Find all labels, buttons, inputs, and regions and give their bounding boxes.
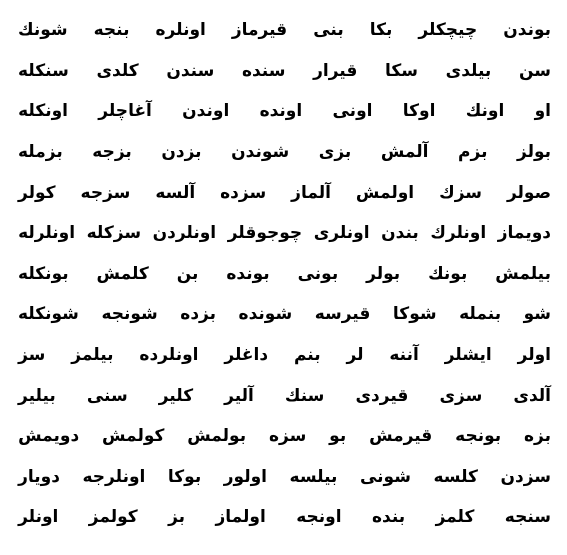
word: سکا [385,60,419,81]
word: شونی [359,466,411,487]
word: آغاچلر [98,101,152,122]
word: اونی [332,101,373,122]
word: اوکا [402,101,436,122]
word: اولمش [355,182,415,203]
text-line [18,10,551,51]
word: شونده [238,304,293,325]
word: سزه [268,426,307,447]
word: بزمله [18,142,63,163]
word: آلسه [155,182,196,203]
word: شونك [18,20,68,41]
word: اونك [465,101,505,122]
word: دویماز [497,223,551,244]
word: بولمش [187,426,247,447]
word: اونکله [18,101,69,122]
word: او [534,101,551,122]
word: اولر [517,345,551,366]
word: بندن [381,223,419,244]
word: چوجوقلر [227,223,303,244]
word: اونلرده [139,345,199,366]
word: ایشلر [444,345,492,366]
word: اونلرجه [82,466,146,487]
word: آلدی [513,385,551,406]
word: اولور [223,466,267,487]
word: شو [523,304,551,325]
word: بنجه [93,20,130,41]
text-line [18,416,551,457]
word: بو [329,426,347,447]
text-line [18,172,551,213]
word: اونلرله [18,223,76,244]
word: بیلسه [289,466,338,487]
word: بولز [517,142,551,163]
word: بیلمش [495,263,551,284]
word: کولمز [88,507,138,528]
word: سنکله [18,60,69,81]
word: اونده [259,101,303,122]
word: بن [176,263,199,284]
word-list [18,10,551,538]
word: بزده [180,304,217,325]
word: بوکا [167,466,202,487]
text-line [18,335,551,376]
word: بولر [366,263,401,284]
word: دویار [18,466,60,487]
word: سنك [284,385,325,406]
word: بزم [458,142,488,163]
word: کلیر [158,385,194,406]
word: اونلرك [430,223,487,244]
word: بونجه [455,426,502,447]
word: دویمش [18,426,80,447]
word: بکا [369,20,393,41]
word: اونلردن [152,223,217,244]
word: اوندن [182,101,230,122]
word: بونك [428,263,468,284]
word: آلیر [224,385,254,406]
word: بز [168,507,186,528]
word: سزك [439,182,482,203]
text-line [18,91,551,132]
word: سندن [166,60,215,81]
word: سزدن [500,466,551,487]
word: شونجه [101,304,158,325]
word: سنی [86,385,128,406]
word: صولر [506,182,551,203]
word: بیلدی [445,60,492,81]
word: بزی [318,142,352,163]
word: لر [346,345,364,366]
word: اونلری [313,223,370,244]
word: سنده [241,60,286,81]
word: قیرار [313,60,358,81]
word: آلماز [291,182,331,203]
word: بنی [313,20,344,41]
word: آننه [389,345,419,366]
word: بنم [293,345,321,366]
word: سن [518,60,551,81]
word: کلسه [433,466,478,487]
word: آلمش [380,142,429,163]
word: سزی [439,385,483,406]
word: قیرسه [314,304,371,325]
word: سزکله [86,223,142,244]
word: کلمز [435,507,475,528]
word: شوکا [392,304,437,325]
text-line [18,254,551,295]
word: بونده [226,263,270,284]
word: قیرمش [369,426,433,447]
word: بنمله [459,304,502,325]
word: کولمش [102,426,165,447]
word: بزه [524,426,551,447]
word: چیچکلر [418,20,478,41]
word: قیرماز [231,20,288,41]
word: کلمش [96,263,149,284]
text-line [18,132,551,173]
text-line [18,51,551,92]
text-line [18,457,551,498]
word: سنجه [504,507,551,528]
word: اولماز [215,507,266,528]
word: کولر [18,182,56,203]
word: بنده [371,507,406,528]
text-line [18,497,551,538]
word: شونکله [18,304,79,325]
text-line [18,213,551,254]
word: بوندن [503,20,551,41]
word: بیلمز [71,345,114,366]
word: اونلر [18,507,59,528]
word: سزجه [80,182,131,203]
word: بزدن [161,142,202,163]
word: بونکله [18,263,69,284]
word: سزده [220,182,267,203]
word: داغلر [224,345,269,366]
text-line [18,294,551,335]
word: سز [18,345,46,366]
word: بیلیر [18,385,56,406]
word: قیردی [355,385,409,406]
word: اونجه [296,507,342,528]
word: کلدی [96,60,139,81]
text-line [18,375,551,416]
word: بزجه [92,142,132,163]
word: شوندن [231,142,290,163]
word: اونلره [155,20,206,41]
word: بونی [297,263,339,284]
